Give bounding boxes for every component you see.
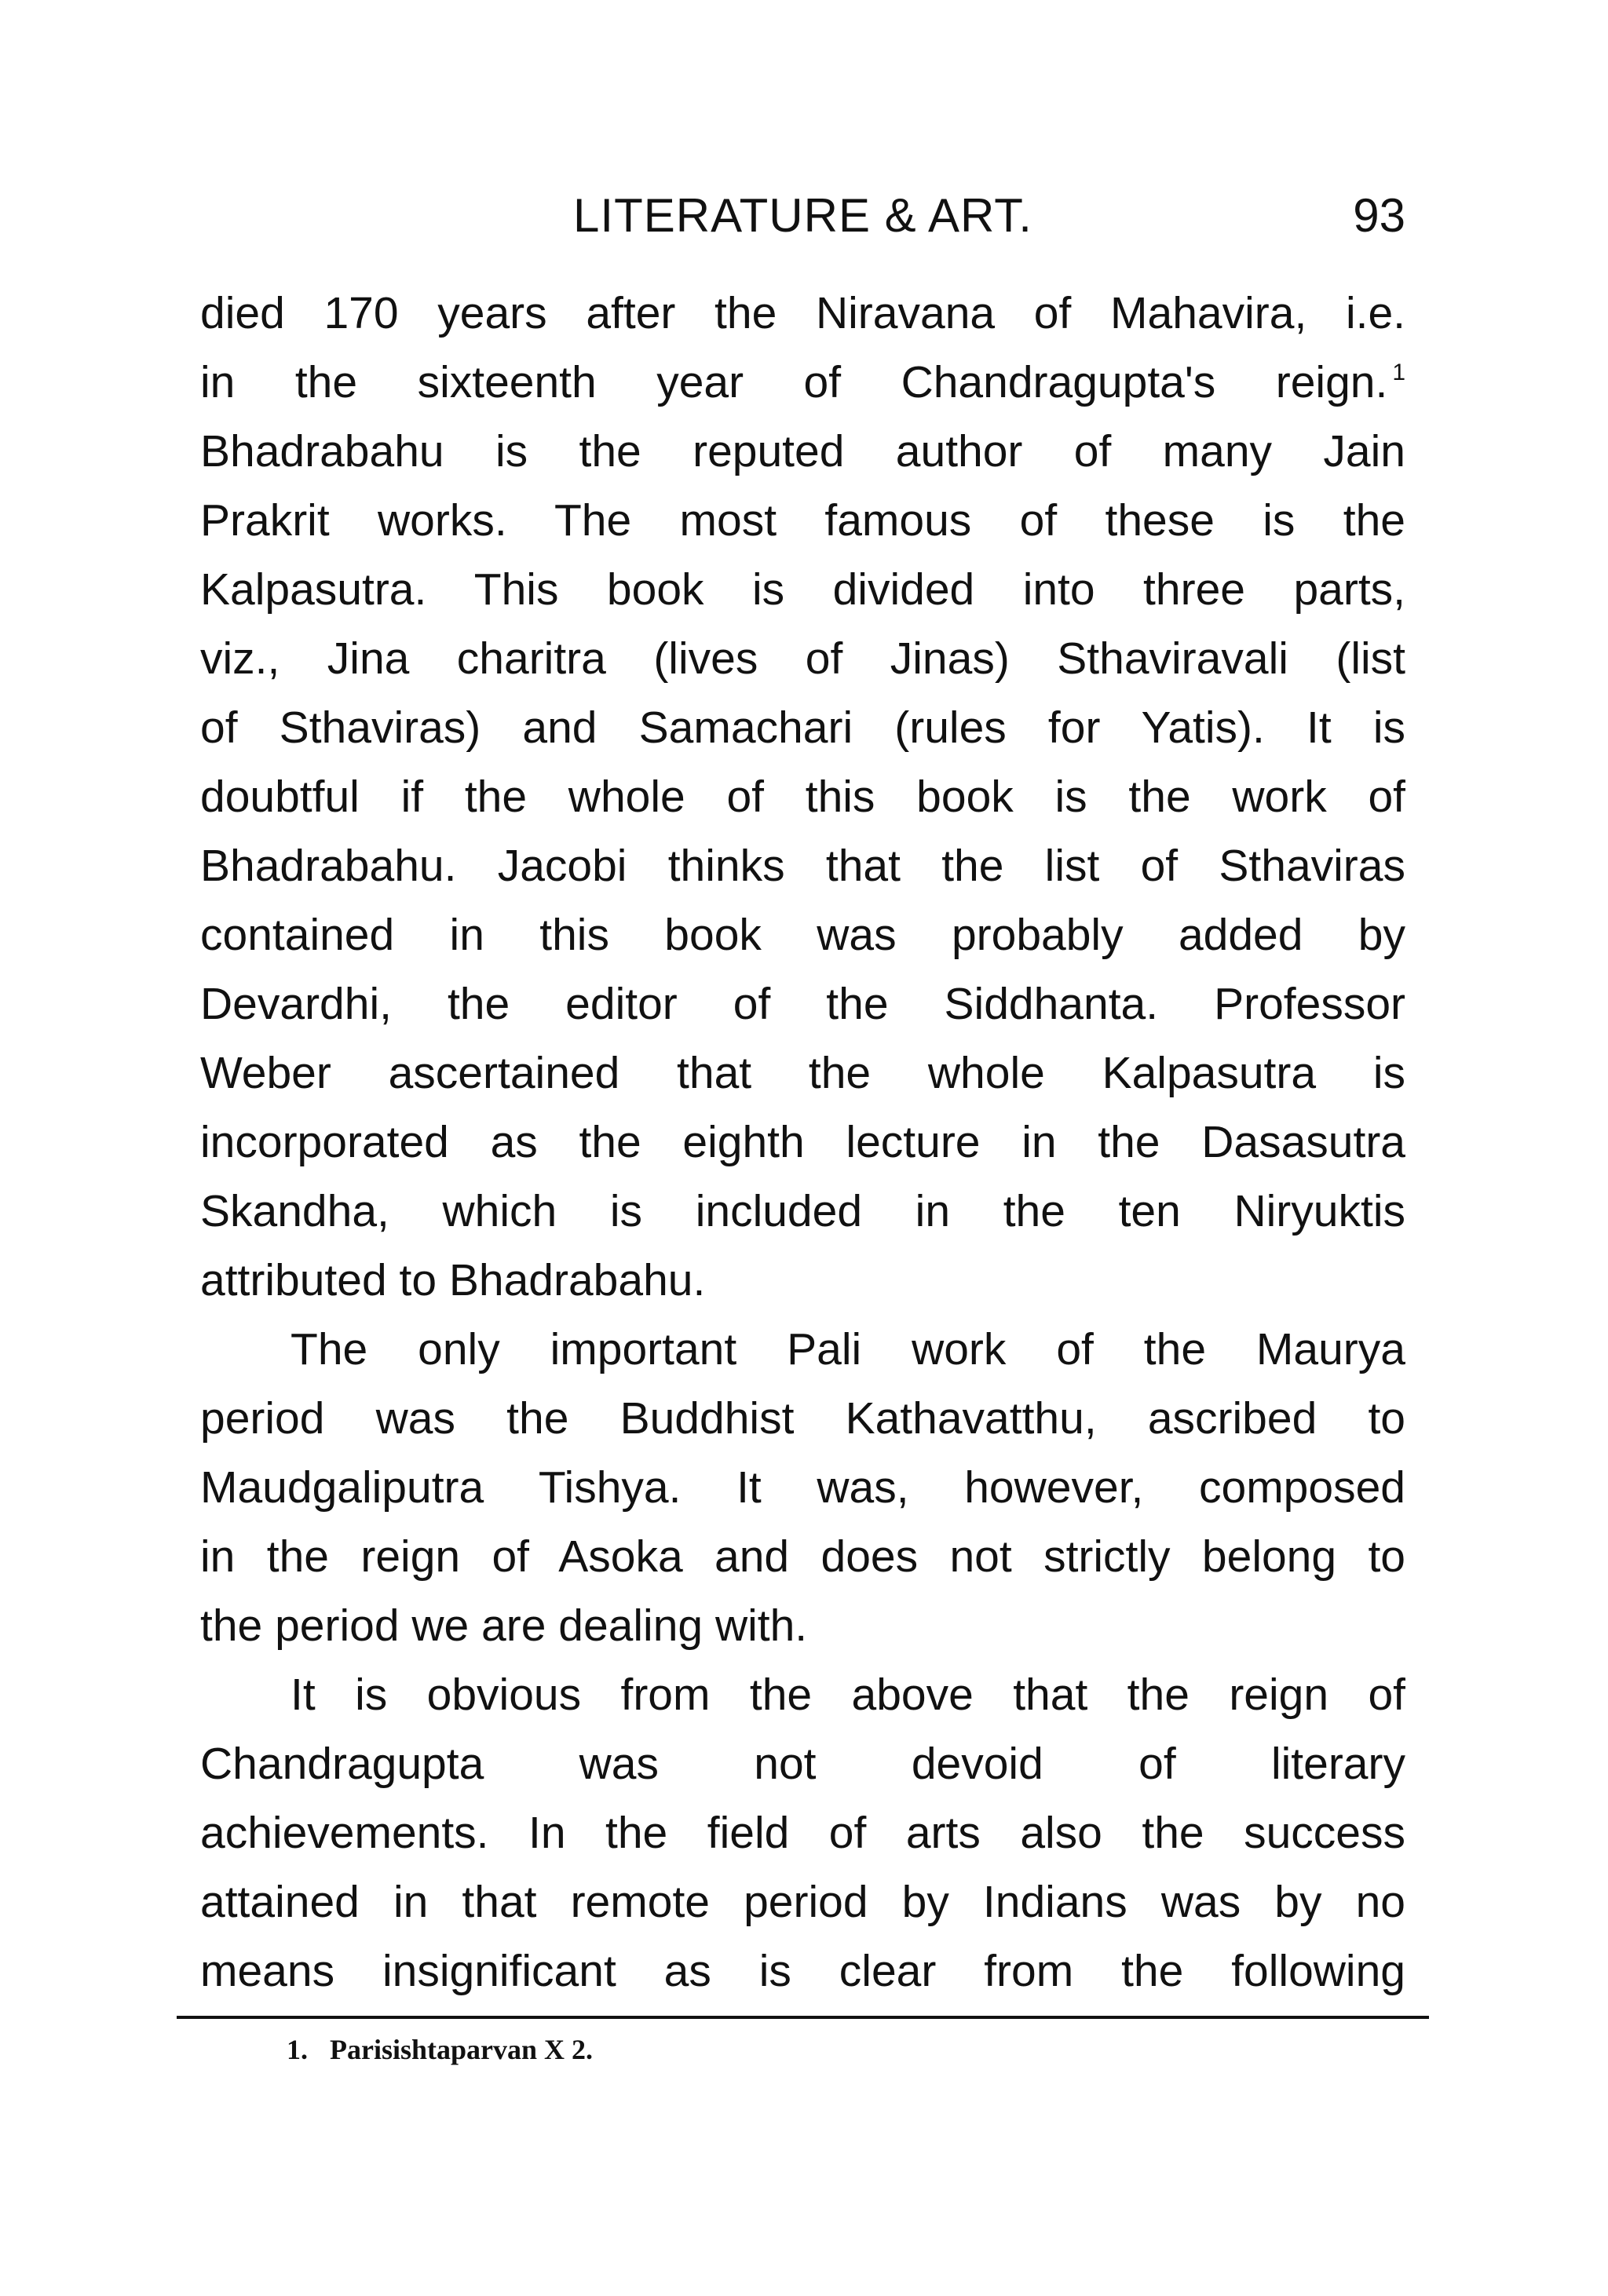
text-line: Prakrit works. The most famous of these is the <box>200 495 1405 546</box>
text-line: incorporated as the eighth lecture in the Dasasutra <box>200 1117 1405 1167</box>
text-line: viz., Jina charitra (lives of Jinas) Sthaviravali (list <box>200 633 1405 684</box>
text-line: Chandragupta was not devoid of literary <box>200 1739 1405 1789</box>
text-line: contained in this book was probably added by <box>200 910 1405 960</box>
text-line: means insignificant as is clear from the following <box>200 1946 1405 1996</box>
text-line: attained in that remote period by Indians was by no <box>200 1877 1405 1927</box>
text-line: achievements. In the field of arts also the success <box>200 1808 1405 1858</box>
text-line: of Sthaviras) and Samachari (rules for Yatis). It is <box>200 703 1405 753</box>
text-line: Maudgaliputra Tishya. It was, however, composed <box>200 1462 1405 1513</box>
text-line: attributed to Bhadrabahu. <box>200 1255 706 1305</box>
text-line: Skandha, which is included in the ten Niryuktis <box>200 1186 1405 1236</box>
text-line: Weber ascertained that the whole Kalpasutra is <box>200 1048 1405 1098</box>
footnote-reference: 1 <box>1392 360 1405 385</box>
text-line: Kalpasutra. This book is divided into three parts, <box>200 564 1405 615</box>
paragraph-first-line: The only important Pali work of the Maurya <box>291 1324 1405 1374</box>
text-line: died 170 years after the Niravana of Mahavira, i.e. <box>200 288 1405 338</box>
text-line: Bhadrabahu. Jacobi thinks that the list of Sthaviras <box>200 841 1405 891</box>
page-header <box>200 181 1405 251</box>
page-number: 93 <box>1353 189 1405 242</box>
text-line: period was the Buddhist Kathavatthu, ascribed to <box>200 1393 1405 1444</box>
text-line-with-footnote-ref <box>200 348 1405 417</box>
footnote-number: 1. <box>287 2034 308 2065</box>
paragraph-first-line: It is obvious from the above that the reign of <box>291 1670 1405 1720</box>
text-line: the period we are dealing with. <box>200 1601 808 1651</box>
footnote-text: Parisishtaparvan X 2. <box>330 2034 594 2065</box>
text-line: Devardhi, the editor of the Siddhanta. Professor <box>200 979 1405 1029</box>
footnote-divider <box>177 2016 1429 2019</box>
text-line: in the sixteenth year of Chandragupta's reign. <box>200 357 1388 407</box>
running-title: LITERATURE & ART. <box>573 189 1032 242</box>
text-line: doubtful if the whole of this book is the work of <box>200 772 1405 822</box>
text-line: Bhadrabahu is the reputed author of many Jain <box>200 426 1405 476</box>
main-text <box>200 279 1405 2006</box>
text-line: in the reign of Asoka and does not strictly belong to <box>200 1531 1405 1582</box>
footnote <box>287 2030 593 2069</box>
